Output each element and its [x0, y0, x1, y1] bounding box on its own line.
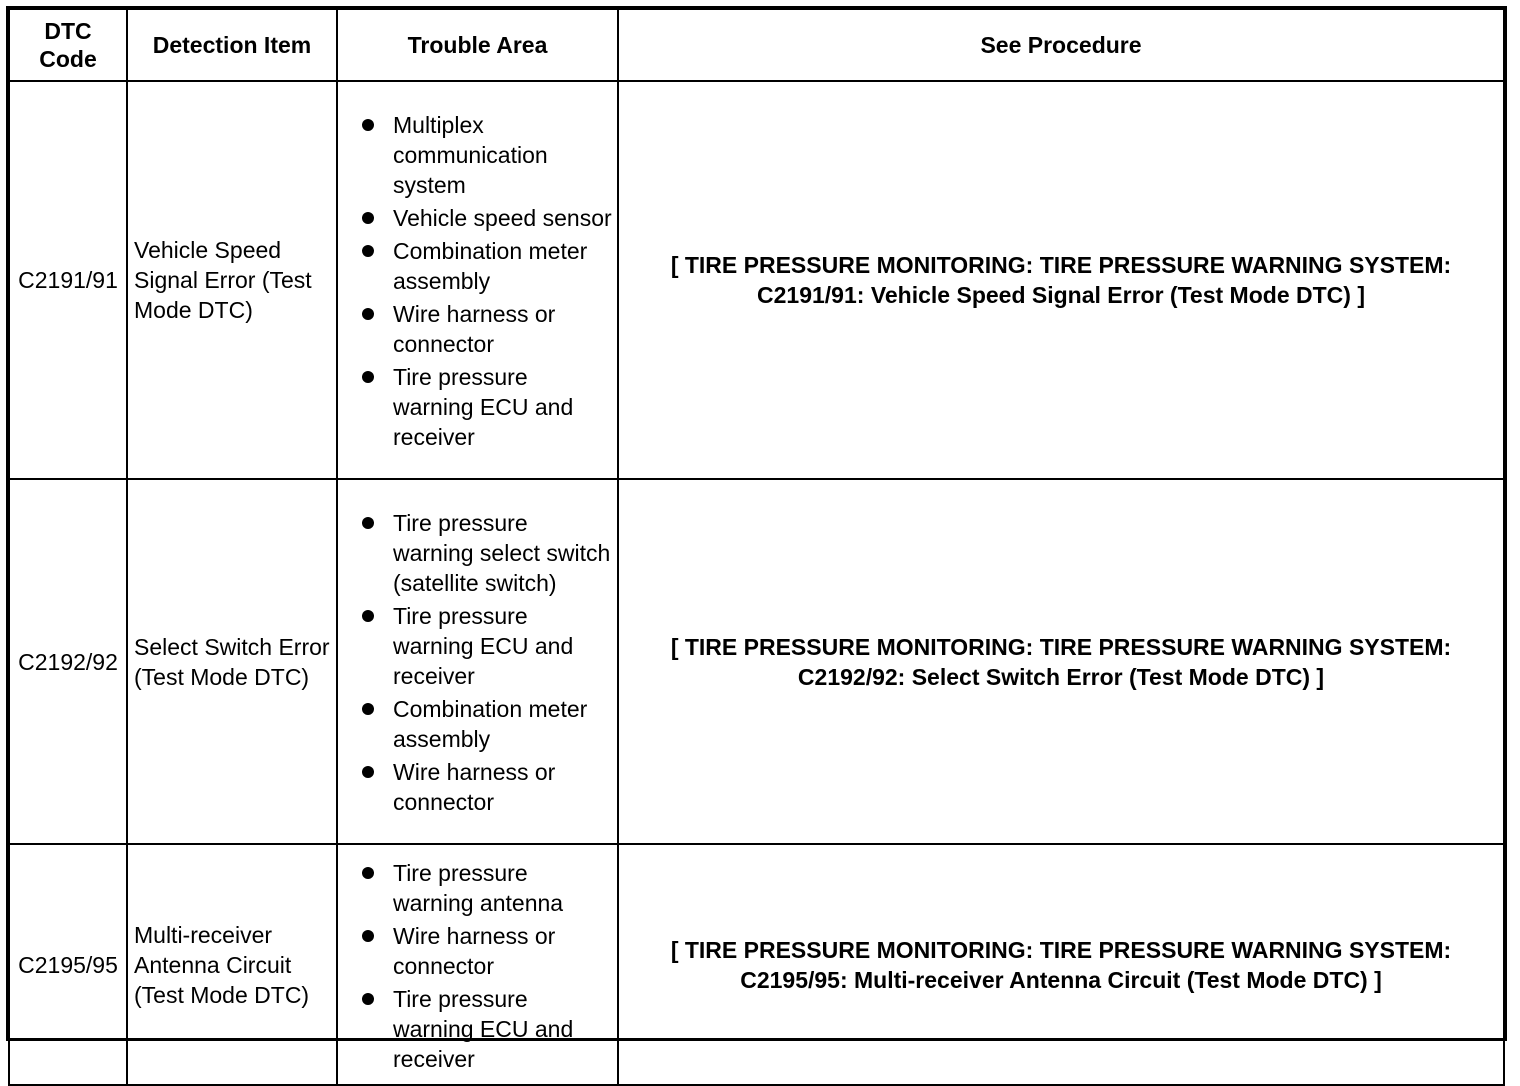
bullet-icon	[362, 930, 374, 942]
procedure-line-2: C2192/92: Select Switch Error (Test Mode DTC) ]	[797, 663, 1325, 690]
bullet-icon	[362, 517, 374, 529]
procedure-link[interactable]	[618, 81, 1504, 479]
dtc-code-cell: C2195/95	[9, 844, 127, 1085]
bullet-icon	[362, 867, 374, 879]
bullet-icon	[362, 993, 374, 1005]
bullet-icon	[362, 245, 374, 257]
trouble-area-list	[358, 508, 613, 817]
detection-item-cell: Select Switch Error (Test Mode DTC)	[127, 479, 337, 844]
header-detection-item: Detection Item	[127, 9, 337, 81]
list-item: Tire pressure warning ECU and receiver	[358, 984, 613, 1074]
list-item: Vehicle speed sensor	[358, 203, 613, 233]
trouble-area-cell	[337, 844, 618, 1085]
procedure-link[interactable]	[618, 479, 1504, 844]
header-trouble-area: Trouble Area	[337, 9, 618, 81]
procedure-line-1: [ TIRE PRESSURE MONITORING: TIRE PRESSURE WARNING SYSTEM:	[670, 936, 1452, 963]
trouble-area-list	[358, 858, 613, 1074]
trouble-area-cell	[337, 81, 618, 479]
bullet-icon	[362, 610, 374, 622]
procedure-line-1: [ TIRE PRESSURE MONITORING: TIRE PRESSURE WARNING SYSTEM:	[670, 633, 1452, 660]
table-header-row	[9, 9, 1504, 81]
dtc-code-cell: C2191/91	[9, 81, 127, 479]
table-row	[9, 81, 1504, 479]
list-item: Wire harness or connector	[358, 921, 613, 981]
trouble-area-list	[358, 110, 613, 452]
table-row	[9, 844, 1504, 1085]
list-item: Wire harness or connector	[358, 757, 613, 817]
trouble-area-cell	[337, 479, 618, 844]
list-item: Tire pressure warning ECU and receiver	[358, 362, 613, 452]
bullet-icon	[362, 308, 374, 320]
detection-item-cell: Multi-receiver Antenna Circuit (Test Mode DTC)	[127, 844, 337, 1085]
procedure-line-2: C2191/91: Vehicle Speed Signal Error (Test Mode DTC) ]	[757, 282, 1365, 308]
list-item: Tire pressure warning ECU and receiver	[358, 601, 613, 691]
bullet-icon	[362, 212, 374, 224]
list-item: Combination meter assembly	[358, 694, 613, 754]
header-dtc-code: DTC Code	[9, 9, 127, 81]
procedure-link[interactable]	[618, 844, 1504, 1085]
bullet-icon	[362, 766, 374, 778]
detection-item-cell: Vehicle Speed Signal Error (Test Mode DTC)	[127, 81, 337, 479]
list-item: Tire pressure warning select switch (satellite switch)	[358, 508, 613, 598]
header-see-procedure: See Procedure	[618, 9, 1504, 81]
list-item: Combination meter assembly	[358, 236, 613, 296]
table-row	[9, 479, 1504, 844]
bullet-icon	[362, 119, 374, 131]
list-item: Multiplex communication system	[358, 110, 613, 200]
list-item: Wire harness or connector	[358, 299, 613, 359]
bullet-icon	[362, 703, 374, 715]
dtc-table	[8, 8, 1505, 1086]
bullet-icon	[362, 371, 374, 383]
list-item: Tire pressure warning antenna	[358, 858, 613, 918]
procedure-line-2: C2195/95: Multi-receiver Antenna Circuit (Test Mode DTC) ]	[740, 966, 1382, 993]
procedure-line-1: [ TIRE PRESSURE MONITORING: TIRE PRESSURE WARNING SYSTEM:	[670, 252, 1452, 278]
dtc-code-cell: C2192/92	[9, 479, 127, 844]
